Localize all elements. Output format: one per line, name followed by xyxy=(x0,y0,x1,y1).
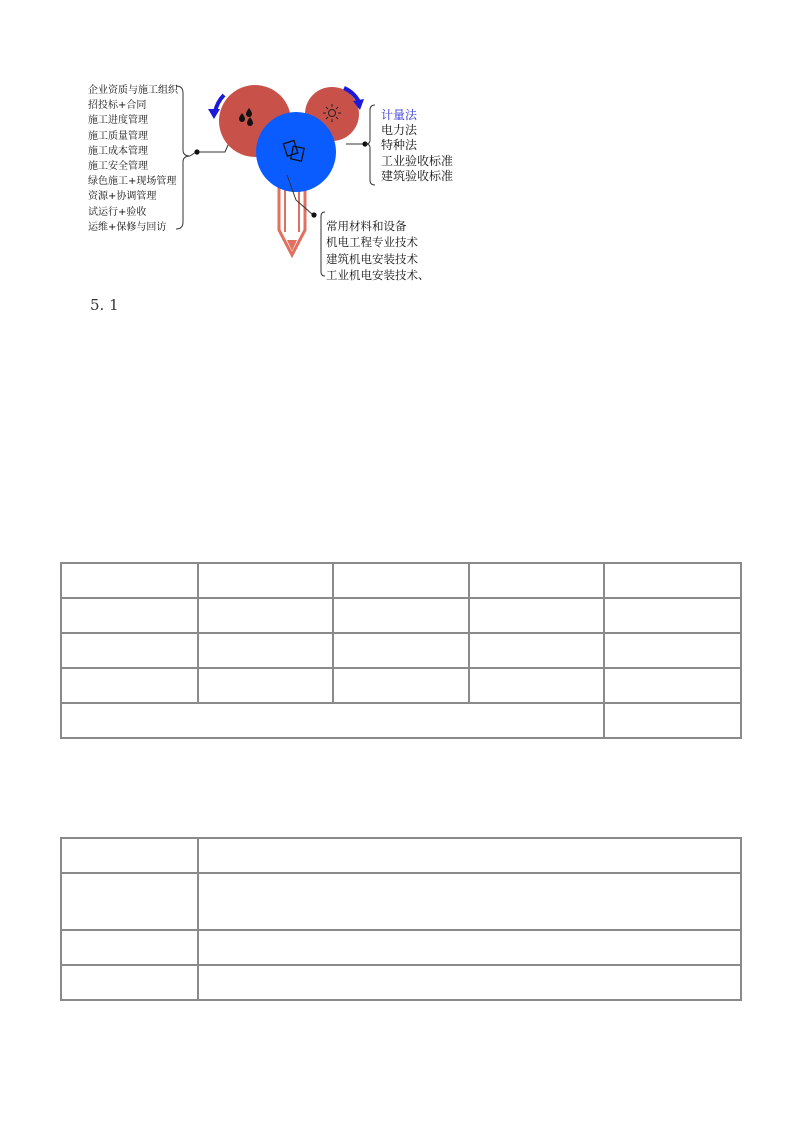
bottom-topic-list xyxy=(326,218,430,283)
table-cell xyxy=(198,668,333,703)
table-cell xyxy=(333,563,469,598)
left-brace xyxy=(176,86,190,229)
table-cell xyxy=(198,873,741,930)
table-cell xyxy=(604,703,741,738)
table-cell xyxy=(61,838,198,873)
table-row xyxy=(61,598,741,633)
bottom-topic-item: 机电工程专业技术 xyxy=(326,235,418,250)
table-row xyxy=(61,838,741,873)
table-row xyxy=(61,563,741,598)
table-cell xyxy=(198,563,333,598)
right-topic-item: 计量法 xyxy=(381,108,418,122)
table-cell xyxy=(61,633,198,668)
table-cell xyxy=(61,930,198,965)
table-cell xyxy=(469,563,604,598)
table-cell-merged xyxy=(61,703,604,738)
table-footer-row xyxy=(61,703,741,738)
left-topic-item: 运维+保修与回访 xyxy=(88,221,167,233)
section-number: 5. 1 xyxy=(90,296,119,314)
table-cell xyxy=(604,563,741,598)
left-topic-item: 施工质量管理 xyxy=(88,130,148,142)
table-cell xyxy=(333,668,469,703)
table-cell xyxy=(61,873,198,930)
left-topic-item: 企业资质与施工组织 xyxy=(88,85,178,96)
left-topic-item: 资源+协调管理 xyxy=(88,191,157,203)
left-topic-item: 试运行+验收 xyxy=(88,206,147,218)
table-cell xyxy=(198,838,741,873)
right-topic-item: 工业验收标准 xyxy=(381,153,454,168)
table-cell xyxy=(61,965,198,1000)
table-row xyxy=(61,633,741,668)
table-cell xyxy=(469,668,604,703)
table-cell xyxy=(198,930,741,965)
right-topic-item: 建筑验收标准 xyxy=(381,168,454,183)
left-topic-item: 招投标+合同 xyxy=(88,100,147,112)
table-cell xyxy=(469,633,604,668)
blue-gear xyxy=(256,112,336,192)
table-row xyxy=(61,668,741,703)
pencil-icon xyxy=(279,183,305,255)
right-topic-item: 特种法 xyxy=(381,138,418,153)
table-row xyxy=(61,930,741,965)
right-topic-item: 电力法 xyxy=(381,123,418,138)
bottom-topic-item: 建筑机电安装技术 xyxy=(326,251,418,266)
table-cell xyxy=(198,965,741,1000)
empty-grid-table xyxy=(60,562,742,739)
bottom-topic-item: 工业机电安装技术、 xyxy=(326,267,430,282)
table-cell xyxy=(604,598,741,633)
bottom-connector-dot xyxy=(311,212,316,217)
left-topic-item: 绿色施工+现场管理 xyxy=(88,176,177,188)
table-cell xyxy=(604,668,741,703)
table-cell xyxy=(198,598,333,633)
bottom-topic-item: 常用材料和设备 xyxy=(326,219,407,233)
table-row xyxy=(61,873,741,930)
left-topic-item: 施工安全管理 xyxy=(88,161,148,173)
empty-form-table xyxy=(60,837,742,1001)
left-topic-item: 施工进度管理 xyxy=(88,115,148,127)
table-cell xyxy=(61,563,198,598)
left-connector-dot xyxy=(194,149,199,154)
table-cell xyxy=(333,598,469,633)
table-row xyxy=(61,965,741,1000)
table-cell xyxy=(61,598,198,633)
right-topic-list xyxy=(381,108,453,184)
table-cell xyxy=(61,668,198,703)
table-cell xyxy=(198,633,333,668)
table-cell xyxy=(604,633,741,668)
left-topic-item: 施工成本管理 xyxy=(88,145,148,157)
table-cell xyxy=(469,598,604,633)
table-cell xyxy=(333,633,469,668)
bottom-brace xyxy=(321,212,325,276)
